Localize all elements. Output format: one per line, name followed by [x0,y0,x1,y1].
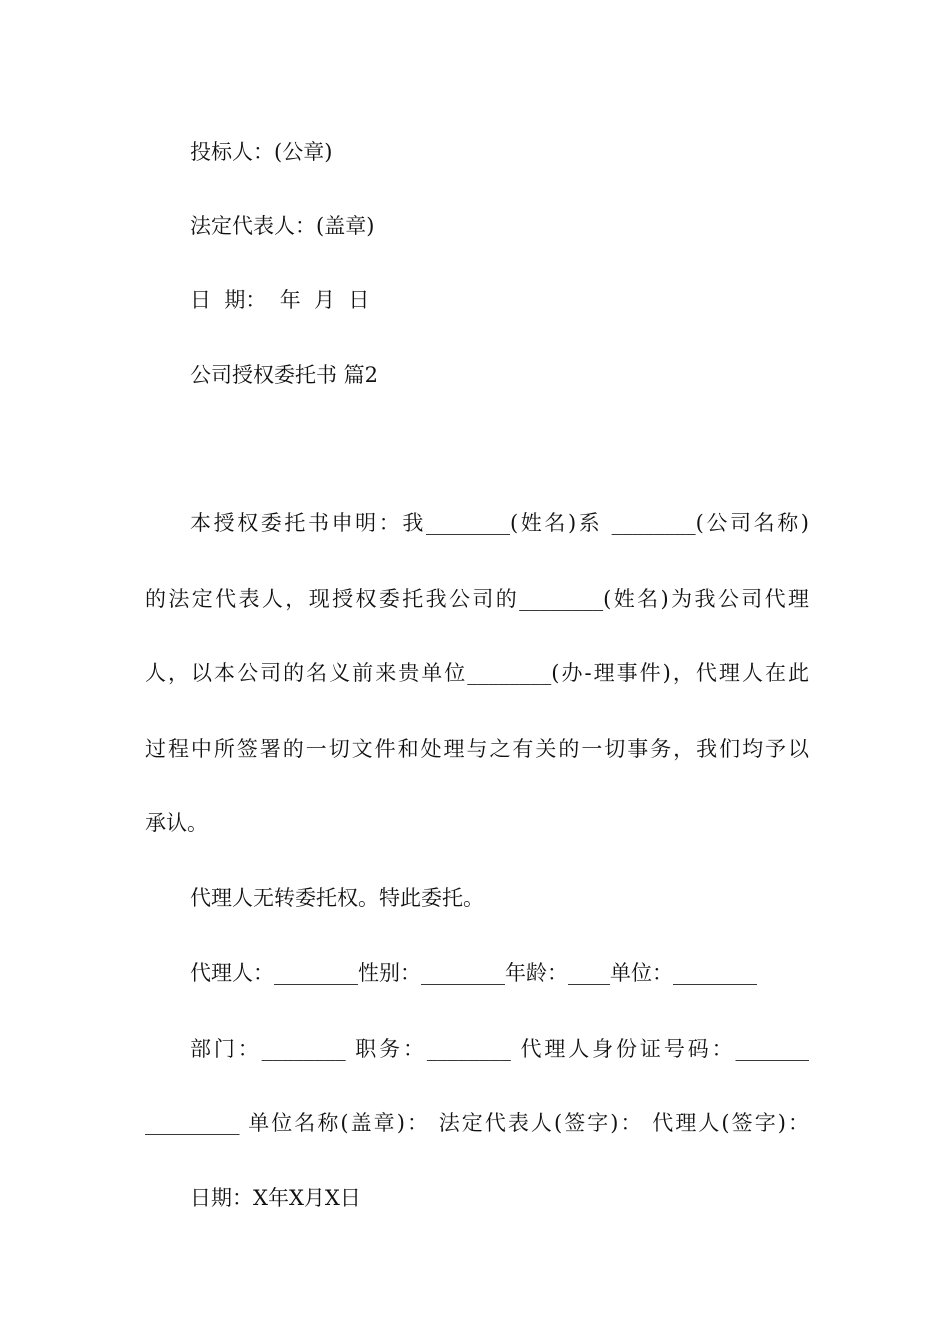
paragraph-line: 本授权委托书申明：我________(姓名)系 ________(公司名称) [190,511,809,535]
signature-line: _________ 单位名称(盖章)： 法定代表人(签字)： 代理人(签字)： [145,1111,809,1135]
paragraph-line: 承认。 [145,811,208,835]
no-transfer-statement: 代理人无转委托权。特此委托。 [190,886,484,910]
paragraph-line: 的法定代表人，现授权委托我公司的________(姓名)为我公司代理 [145,587,809,611]
final-date-line: 日期：X年X月X日 [190,1186,361,1210]
department-line: 部门：________ 职务：________ 代理人身份证号码：_______ [190,1037,809,1061]
paragraph-line: 人，以本公司的名义前来贵单位________(办-理事件)，代理人在此 [145,661,809,685]
section-title: 公司授权委托书 篇2 [190,363,379,387]
bidder-seal-line: 投标人：(公章) [190,140,333,164]
date-line: 日 期： 年 月 日 [190,288,370,312]
paragraph-line: 过程中所签署的一切文件和处理与之有关的一切事务，我们均予以 [145,737,809,761]
legal-representative-seal-line: 法定代表人：(盖章) [190,214,375,238]
agent-info-line: 代理人：________性别：________年龄：____单位：________ [190,961,757,985]
